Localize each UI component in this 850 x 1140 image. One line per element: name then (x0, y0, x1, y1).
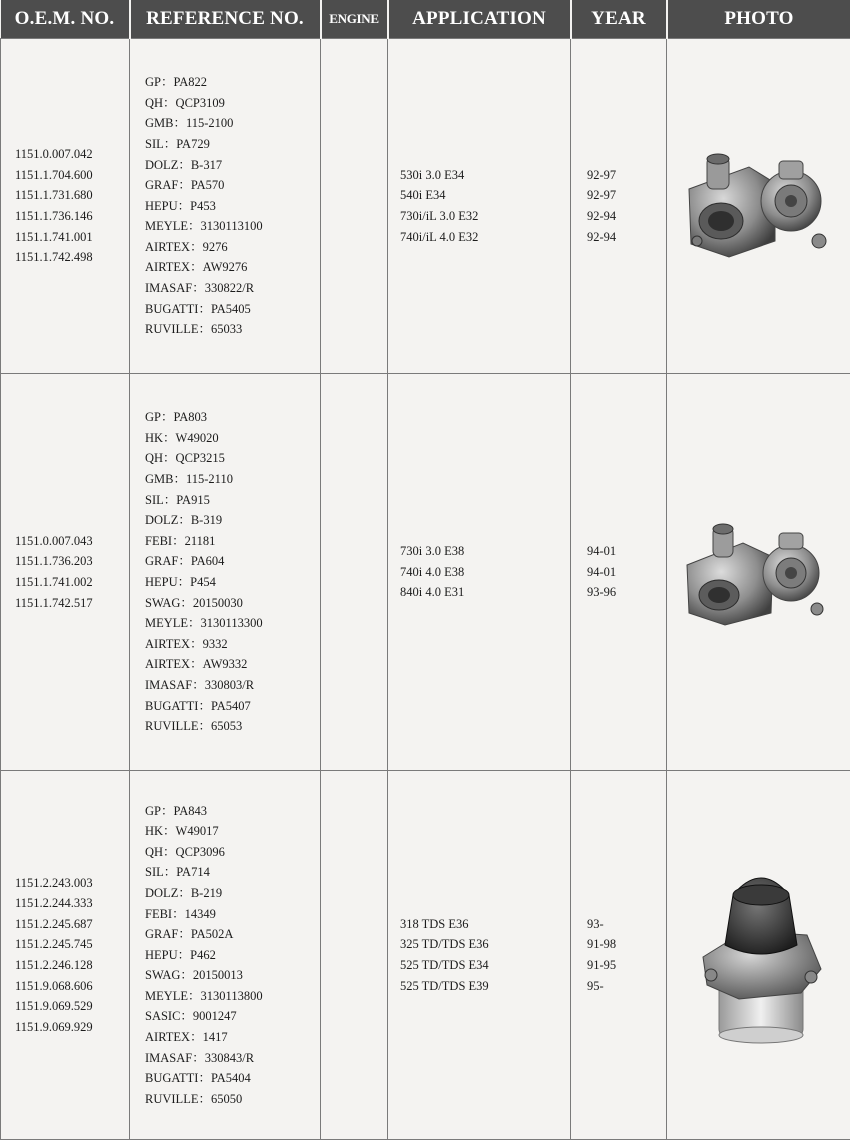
reference-number: BUGATTI：PA5405 (145, 299, 320, 320)
application-entry: 840i 4.0 E31 (400, 582, 570, 603)
reference-cell (130, 374, 321, 771)
reference-number: FEBI：21181 (145, 531, 320, 552)
reference-number: SWAG：20150030 (145, 593, 320, 614)
oem-number: 1151.2.245.687 (15, 914, 129, 935)
year-range: 95- (587, 976, 666, 997)
reference-number: AIRTEX：9332 (145, 634, 320, 655)
reference-number: GMB：115-2110 (145, 469, 320, 490)
application-entry: 540i E34 (400, 185, 570, 206)
application-entry: 740i/iL 4.0 E32 (400, 227, 570, 248)
oem-number: 1151.1.704.600 (15, 165, 129, 186)
table-row (1, 39, 850, 374)
application-entry: 740i 4.0 E38 (400, 562, 570, 583)
reference-number: DOLZ：B-317 (145, 155, 320, 176)
oem-number: 1151.2.243.003 (15, 873, 129, 894)
water-pump-pulley-icon (689, 865, 829, 1045)
engine-cell (321, 771, 388, 1140)
oem-number: 1151.1.742.498 (15, 247, 129, 268)
header-row (1, 0, 850, 39)
year-range: 92-97 (587, 165, 666, 186)
year-range: 93-96 (587, 582, 666, 603)
reference-number: MEYLE：3130113100 (145, 216, 320, 237)
reference-number: BUGATTI：PA5407 (145, 696, 320, 717)
reference-number: QH：QCP3215 (145, 448, 320, 469)
year-cell (571, 374, 667, 771)
oem-number: 1151.1.741.002 (15, 572, 129, 593)
reference-number: IMASAF：330803/R (145, 675, 320, 696)
application-entry: 325 TD/TDS E36 (400, 934, 570, 955)
reference-number: AIRTEX：1417 (145, 1027, 320, 1048)
reference-number: SIL：PA729 (145, 134, 320, 155)
oem-number: 1151.1.736.146 (15, 206, 129, 227)
year-range: 92-94 (587, 206, 666, 227)
reference-number: SIL：PA915 (145, 490, 320, 511)
oem-number: 1151.0.007.042 (15, 144, 129, 165)
year-range: 92-97 (587, 185, 666, 206)
reference-number: SWAG：20150013 (145, 965, 320, 986)
reference-number: HEPU：P462 (145, 945, 320, 966)
reference-number: QH：QCP3109 (145, 93, 320, 114)
year-range: 92-94 (587, 227, 666, 248)
year-range: 94-01 (587, 562, 666, 583)
reference-number: GP：PA803 (145, 407, 320, 428)
reference-number: GRAF：PA570 (145, 175, 320, 196)
year-cell (571, 771, 667, 1140)
year-range: 94-01 (587, 541, 666, 562)
table-row (1, 374, 850, 771)
reference-number: HK：W49017 (145, 821, 320, 842)
reference-number: MEYLE：3130113800 (145, 986, 320, 1007)
reference-number: GP：PA843 (145, 801, 320, 822)
application-entry: 530i 3.0 E34 (400, 165, 570, 186)
reference-number: HEPU：P454 (145, 572, 320, 593)
application-cell (388, 374, 571, 771)
oem-cell (1, 39, 130, 374)
header-engine: ENGINE (321, 0, 388, 39)
application-entry: 525 TD/TDS E39 (400, 976, 570, 997)
application-entry: 318 TDS E36 (400, 914, 570, 935)
reference-number: FEBI：14349 (145, 904, 320, 925)
application-cell (388, 39, 571, 374)
reference-number: BUGATTI：PA5404 (145, 1068, 320, 1089)
engine-cell (321, 39, 388, 374)
water-pump-icon (679, 517, 839, 627)
application-entry: 525 TD/TDS E34 (400, 955, 570, 976)
application-entry: 730i/iL 3.0 E32 (400, 206, 570, 227)
table-row (1, 771, 850, 1140)
reference-number: IMASAF：330843/R (145, 1048, 320, 1069)
reference-number: GMB：115-2100 (145, 113, 320, 134)
oem-number: 1151.9.069.529 (15, 996, 129, 1017)
reference-cell (130, 39, 321, 374)
reference-number: RUVILLE：65053 (145, 716, 320, 737)
reference-number: AIRTEX：AW9276 (145, 257, 320, 278)
oem-cell (1, 374, 130, 771)
oem-number: 1151.1.736.203 (15, 551, 129, 572)
reference-number: AIRTEX：9276 (145, 237, 320, 258)
year-cell (571, 39, 667, 374)
oem-number: 1151.1.741.001 (15, 227, 129, 248)
reference-number: HEPU：P453 (145, 196, 320, 217)
oem-number: 1151.1.742.517 (15, 593, 129, 614)
reference-number: RUVILLE：65050 (145, 1089, 320, 1110)
header-oem: O.E.M. NO. (1, 0, 130, 39)
year-range: 91-95 (587, 955, 666, 976)
reference-number: GRAF：PA502A (145, 924, 320, 945)
year-range: 93- (587, 914, 666, 935)
oem-number: 1151.2.246.128 (15, 955, 129, 976)
oem-number: 1151.9.068.606 (15, 976, 129, 997)
reference-number: AIRTEX：AW9332 (145, 654, 320, 675)
photo-cell (667, 39, 850, 374)
header-reference: REFERENCE NO. (130, 0, 321, 39)
application-entry: 730i 3.0 E38 (400, 541, 570, 562)
application-cell (388, 771, 571, 1140)
reference-number: SIL：PA714 (145, 862, 320, 883)
oem-number: 1151.9.069.929 (15, 1017, 129, 1038)
reference-number: MEYLE：3130113300 (145, 613, 320, 634)
header-application: APPLICATION (388, 0, 571, 39)
water-pump-icon (679, 149, 839, 264)
year-range: 91-98 (587, 934, 666, 955)
reference-number: DOLZ：B-219 (145, 883, 320, 904)
reference-number: DOLZ：B-319 (145, 510, 320, 531)
oem-number: 1151.0.007.043 (15, 531, 129, 552)
reference-cell (130, 771, 321, 1140)
header-photo: PHOTO (667, 0, 850, 39)
reference-number: IMASAF：330822/R (145, 278, 320, 299)
oem-number: 1151.1.731.680 (15, 185, 129, 206)
photo-cell (667, 374, 850, 771)
reference-number: QH：QCP3096 (145, 842, 320, 863)
header-year: YEAR (571, 0, 667, 39)
oem-cell (1, 771, 130, 1140)
reference-number: RUVILLE：65033 (145, 319, 320, 340)
reference-number: SASIC：9001247 (145, 1006, 320, 1027)
reference-number: GRAF：PA604 (145, 551, 320, 572)
photo-cell (667, 771, 850, 1140)
reference-number: HK：W49020 (145, 428, 320, 449)
reference-number: GP：PA822 (145, 72, 320, 93)
oem-number: 1151.2.244.333 (15, 893, 129, 914)
oem-number: 1151.2.245.745 (15, 934, 129, 955)
engine-cell (321, 374, 388, 771)
